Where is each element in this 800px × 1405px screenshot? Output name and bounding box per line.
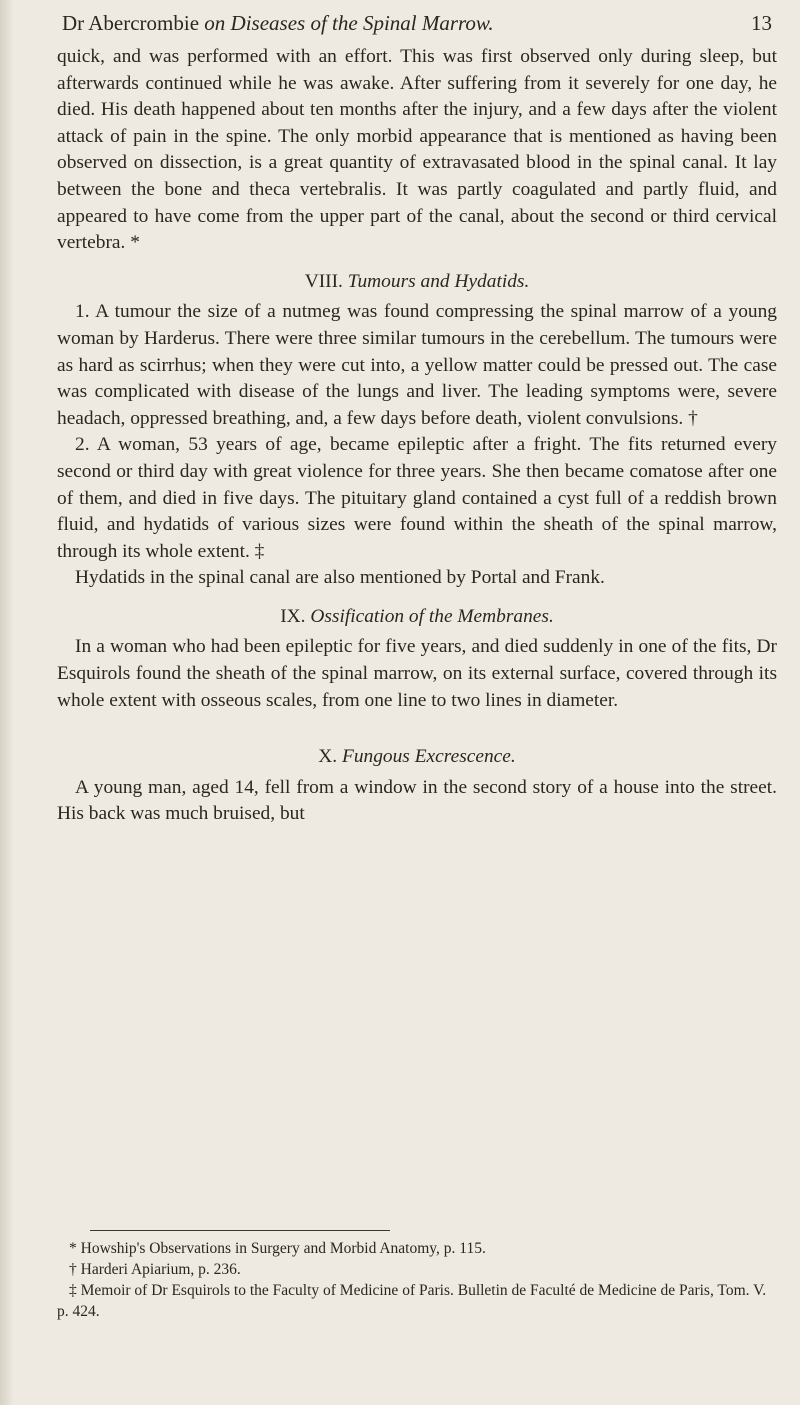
case-paragraph-1: 1. A tumour the size of a nutmeg was found compressing the spinal marrow of a young woman by Harderus. There were three similar tumours in the cerebellum. The tumours were as hard as scirrhus; when they were cut into, a yellow matter could be pressed out. The case was complicated with disease of the lungs and liver. The leading symptoms were, severe headach, oppressed breathing, and, a few days before death, violent convulsions. † bbox=[57, 301, 777, 429]
body-text bbox=[57, 44, 777, 828]
note-paragraph: Hydatids in the spinal canal are also mentioned by Portal and Frank. bbox=[75, 567, 605, 589]
running-title-italic: on Diseases of the Spinal Marrow. bbox=[204, 11, 494, 35]
running-head bbox=[62, 6, 772, 40]
footnote-rule bbox=[90, 1230, 390, 1231]
footnotes bbox=[57, 1238, 777, 1322]
running-title: Dr Abercrombie on Diseases of the Spinal Marrow. bbox=[62, 11, 494, 35]
page-gutter-shadow bbox=[0, 0, 14, 1405]
footnote-2: † Harderi Apiarium, p. 236. bbox=[69, 1261, 241, 1278]
fungous-paragraph: A young man, aged 14, fell from a window in the second story of a house into the street. His back was much bruised, but bbox=[57, 776, 777, 825]
ossification-paragraph: In a woman who had been epileptic for five years, and died suddenly in one of the fits, Dr Esquirols found the sheath of the spinal marrow, on its external surface, covered through its whole extent with osseous scales, from one line to two lines in diameter. bbox=[57, 636, 777, 711]
section-heading-viii: VIII. Tumours and Hydatids. bbox=[304, 270, 530, 292]
case-paragraph-2: 2. A woman, 53 years of age, became epileptic after a fright. The fits returned every second or third day with great violence for three years. She then became comatose after one of them, and died in five days. The pituitary gland contained a cyst full of a reddish brown fluid, and hydatids of various sizes were found within the sheath of the spinal marrow, through its whole extent. ‡ bbox=[57, 434, 777, 562]
page-number: 13 bbox=[751, 11, 772, 35]
section-heading-ix: IX. Ossification of the Membranes. bbox=[280, 605, 554, 627]
footnote-3: ‡ Memoir of Dr Esquirols to the Faculty of Medicine of Paris. Bulletin de Faculté de Medicine de Paris, Tom. V. p. 424. bbox=[57, 1282, 767, 1320]
paragraph-continued: quick, and was performed with an effort. This was first observed only during sleep, but afterwards continued while he was awake. After suffering from it severely for one day, he died. His death happened about ten months after the injury, and a few days after the violent attack of pain in the spine. The only morbid appearance that is mentioned as having been observed on dissection, is a great quantity of extravasated blood in the spinal canal. It lay between the bone and theca vertebralis. It was partly coagulated and partly fluid, and appeared to have come from the upper part of the canal, about the second or third cervical vertebra. * bbox=[57, 46, 777, 254]
footnote-1: * Howship's Observations in Surgery and Morbid Anatomy, p. 115. bbox=[69, 1240, 486, 1257]
section-heading-x: X. Fungous Excrescence. bbox=[318, 746, 516, 768]
